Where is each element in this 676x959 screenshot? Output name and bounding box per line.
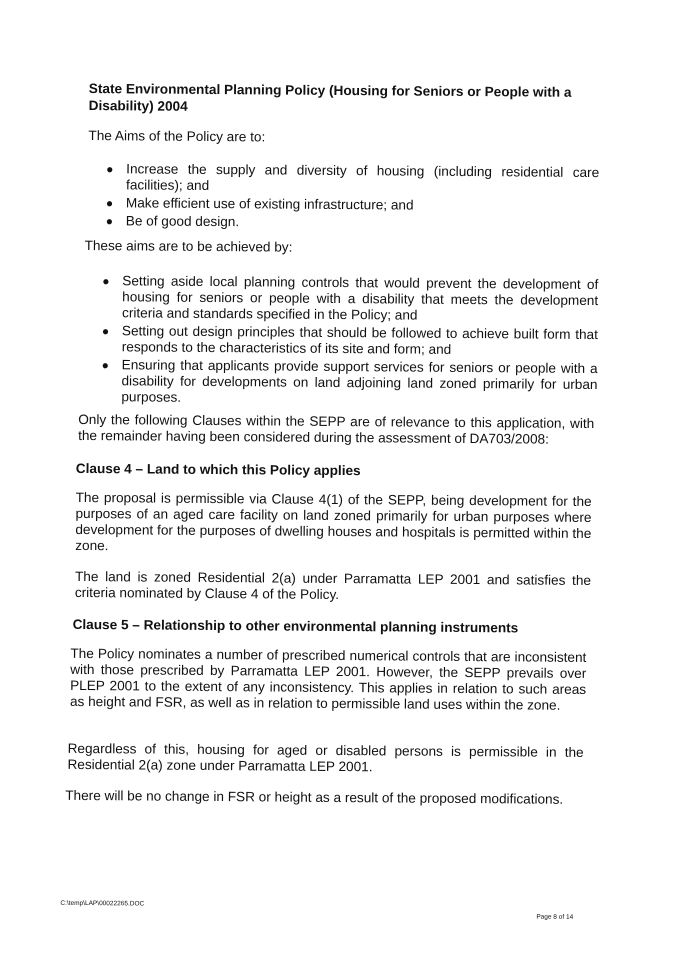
bullet-icon: ● (101, 324, 110, 339)
aims-intro: The Aims of the Policy are to: (88, 128, 266, 145)
page-title: State Environmental Planning Policy (Housing for Seniors or People with a Disability) 2004 (88, 81, 572, 114)
list-item: ● Be of good design. (105, 213, 240, 230)
achieved-intro: These aims are to be achieved by: (84, 238, 293, 255)
relevance-text: Only the following Clauses within the SEPP are of relevance to this application, with the remainder having been considered during the assessment of DA703/2008: (78, 411, 595, 447)
bullet-icon: ● (106, 162, 114, 177)
bullet-icon: ● (105, 214, 114, 229)
clause5-heading: Clause 5 – Relationship to other environmental planning instruments (72, 616, 519, 636)
list-item: ● Ensuring that applicants provide support services for seniors or people with a disability for developments on land adjoining land zoned primarily for urban purposes. (101, 357, 598, 405)
clause5-paragraph-1: The Policy nominates a number of prescribed numerical controls that are inconsistent with those prescribed by Parramatta LEP 2001. However, the SEPP prevails over PLEP 2001 to the extent of any inconsistency. This applies in relation to such areas as height and FSR, as well as in relation to permissible land uses within the zone. (69, 645, 587, 713)
bullet-icon: ● (101, 358, 109, 373)
clause4-paragraph-1: The proposal is permissible via Clause 4(1) of the SEPP, being development for the purposes of an aged care facility on land zoned primarily for urban purposes where development for the purposes of dwelling houses and hospitals is permitted within the zone. (75, 489, 592, 554)
list-item: ● Make efficient use of existing infrastructure; and (105, 195, 414, 213)
clause5-paragraph-2: Regardless of this, housing for aged or disabled persons is permissible in the Residential 2(a) zone under Parramatta LEP 2001. (67, 740, 584, 775)
list-item: ● Setting out design principles that should be followed to achieve built form that responds to the characteristics of its site and form; and (101, 323, 598, 357)
aims-list (106, 161, 600, 235)
footer-page-number: Page 8 of 14 (536, 913, 574, 921)
footer-file-path: C:\temp\LAP\00022265.DOC (60, 899, 145, 908)
clause5-paragraph-3: There will be no change in FSR or height as a result of the proposed modifications. (65, 787, 564, 807)
clause4-heading: Clause 4 – Land to which this Policy applies (75, 460, 361, 479)
clause4-paragraph-2: The land is zoned Residential 2(a) under Parramatta LEP 2001 and satisfies the criteria nominated by Clause 4 of the Policy. (74, 568, 592, 603)
bullet-icon: ● (105, 196, 114, 211)
list-item: ● Increase the supply and diversity of housing (including residential care facilities); and (106, 161, 600, 193)
list-item: ● Setting aside local planning controls that would prevent the development of housing for seniors or people with a disability that meets the development criteria and standards specified in the Policy; and (102, 273, 599, 323)
achieved-list (101, 273, 598, 411)
bullet-icon: ● (102, 274, 110, 289)
